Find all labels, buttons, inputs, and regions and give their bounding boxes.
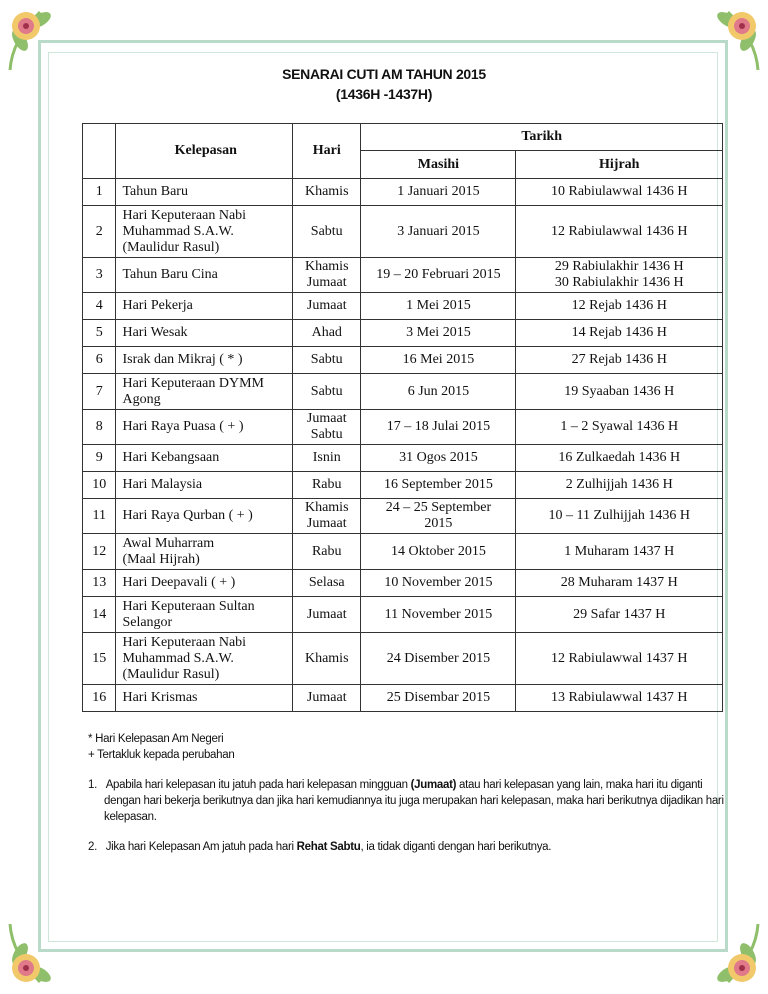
cell-kelepasan-line: Agong [122,391,161,407]
note-2: 2. Jika hari Kelepasan Am jatuh pada hari Rehat Sabtu, ia tidak diganti dengan hari berikutnya. [88,841,552,853]
table-row [83,534,723,570]
table-row [83,206,723,258]
cell-kelepasan-line: Selangor [122,614,173,630]
cell-no: 11 [83,499,116,534]
cell-no: 10 [83,472,116,499]
cell-hari [293,472,361,499]
cell-hari [293,499,361,534]
cell-hijrah-line: 10 Rabiulawwal 1436 H [551,184,688,199]
cell-kelepasan-line: Hari Kebangsaan [122,450,220,465]
header-no [83,124,116,179]
cell-hijrah-line: 12 Rabiulawwal 1436 H [551,223,688,239]
cell-masihi-line: 3 Mei 2015 [406,325,471,340]
cell-masihi [361,179,516,206]
cell-kelepasan-line: Muhammad S.A.W. [122,223,234,239]
cell-hari [293,320,361,347]
cell-kelepasan [116,472,293,499]
cell-hari-line: Isnin [312,450,341,465]
cell-kelepasan [116,320,293,347]
cell-hari-line: Jumaat [306,411,347,426]
cell-kelepasan [116,410,293,445]
cell-masihi-line: 6 Jun 2015 [407,383,470,399]
cell-hijrah [516,445,723,472]
cell-kelepasan [116,570,293,597]
cell-hijrah [516,472,723,499]
cell-hari-line: Khamis [304,259,349,274]
cell-no: 1 [83,179,116,206]
cell-kelepasan-line: Muhammad S.A.W. [122,650,234,666]
cell-hari [293,374,361,410]
cell-hijrah [516,633,723,685]
cell-masihi-line: 17 – 18 Julai 2015 [386,419,491,434]
cell-kelepasan-line: Hari Pekerja [122,298,193,313]
cell-hari [293,347,361,374]
cell-hijrah [516,347,723,374]
cell-no: 12 [83,534,116,570]
header-hijrah: Hijrah [516,151,723,179]
cell-hijrah [516,597,723,633]
cell-hari-line: Jumaat [306,516,347,531]
cell-no: 14 [83,597,116,633]
cell-no: 5 [83,320,116,347]
cell-hari-line: Sabtu [310,223,343,239]
cell-kelepasan [116,347,293,374]
cell-hijrah-line: 1 Muharam 1437 H [564,543,675,559]
cell-hari-line: Khamis [304,184,349,199]
table-row [83,347,723,374]
cell-kelepasan [116,534,293,570]
cell-kelepasan [116,445,293,472]
cell-hijrah-line: 12 Rejab 1436 H [571,298,667,313]
cell-masihi [361,347,516,374]
cell-masihi [361,499,516,534]
cell-kelepasan-line: Israk dan Mikraj ( * ) [122,352,243,367]
cell-hijrah-line: 2 Zulhijjah 1436 H [565,477,673,492]
cell-hijrah [516,499,723,534]
header-hari: Hari [293,124,361,179]
cell-masihi [361,472,516,499]
cell-masihi [361,206,516,258]
table-row [83,499,723,534]
cell-hijrah-line: 1 – 2 Syawal 1436 H [560,419,679,434]
cell-no: 7 [83,374,116,410]
cell-hari [293,633,361,685]
cell-hari [293,570,361,597]
cell-no: 4 [83,293,116,320]
table-row [83,293,723,320]
cell-kelepasan-line: Awal Muharram [122,535,215,551]
cell-kelepasan [116,258,293,293]
cell-hijrah-line: 29 Safar 1437 H [573,606,666,622]
cell-hijrah-line: 28 Muharam 1437 H [560,575,678,590]
table-row [83,472,723,499]
cell-no: 3 [83,258,116,293]
cell-kelepasan [116,685,293,712]
note-star: * Hari Kelepasan Am Negeri [88,733,224,745]
cell-hijrah-line: 19 Syaaban 1436 H [564,383,675,399]
table-row [83,633,723,685]
cell-hari [293,597,361,633]
cell-masihi-line: 10 November 2015 [384,575,493,590]
floral-corner-icon [688,914,768,994]
cell-kelepasan [116,206,293,258]
cell-hijrah [516,534,723,570]
cell-hari-line: Rabu [311,477,342,492]
cell-hijrah-line: 12 Rabiulawwal 1437 H [551,650,688,666]
header-kelepasan: Kelepasan [116,124,293,179]
cell-no: 13 [83,570,116,597]
cell-hijrah-line: 14 Rejab 1436 H [571,325,667,340]
cell-kelepasan-line: Hari Keputeraan Nabi [122,207,247,223]
cell-masihi-line: 2015 [424,516,453,531]
cell-hijrah [516,179,723,206]
cell-hijrah-line: 29 Rabiulakhir 1436 H [554,259,684,274]
cell-hari [293,445,361,472]
notes-section [88,731,728,855]
cell-kelepasan [116,179,293,206]
cell-kelepasan [116,499,293,534]
cell-hijrah-line: 27 Rejab 1436 H [571,352,667,367]
floral-corner-icon [0,914,80,994]
cell-hari-line: Selasa [308,575,345,590]
cell-hijrah [516,206,723,258]
cell-hijrah [516,374,723,410]
cell-hijrah-line: 30 Rabiulakhir 1436 H [554,275,684,290]
cell-kelepasan [116,633,293,685]
cell-hari [293,410,361,445]
cell-kelepasan-line: (Maal Hijrah) [122,551,200,567]
cell-masihi-line: 16 Mei 2015 [402,352,475,367]
cell-masihi [361,320,516,347]
cell-masihi-line: 1 Mei 2015 [406,298,471,313]
cell-masihi [361,374,516,410]
cell-hari-line: Sabtu [310,427,343,442]
cell-kelepasan-line: Hari Deepavali ( + ) [122,575,236,590]
table-row [83,374,723,410]
cell-masihi-line: 31 Ogos 2015 [399,450,478,465]
cell-hari [293,206,361,258]
cell-masihi [361,410,516,445]
cell-hari-line: Rabu [311,543,342,559]
cell-kelepasan-line: Tahun Baru [122,184,188,199]
cell-masihi [361,445,516,472]
cell-kelepasan-line: Hari Raya Puasa ( + ) [122,419,244,434]
cell-kelepasan-line: (Maulidur Rasul) [122,239,220,255]
cell-hari-line: Sabtu [310,383,343,399]
cell-hari [293,179,361,206]
cell-masihi [361,633,516,685]
cell-kelepasan [116,293,293,320]
holiday-table [82,123,723,712]
cell-masihi-line: 24 – 25 September [385,500,492,515]
cell-masihi-line: 11 November 2015 [384,606,493,622]
cell-hijrah-line: 10 – 11 Zulhijjah 1436 H [548,508,690,523]
cell-kelepasan [116,597,293,633]
cell-hari [293,293,361,320]
cell-kelepasan-line: Hari Keputeraan Sultan [122,598,255,614]
cell-kelepasan [116,374,293,410]
cell-hari-line: Sabtu [310,352,343,367]
page-subtitle: (1436H -1437H) [335,86,433,102]
cell-no: 16 [83,685,116,712]
cell-hijrah-line: 16 Zulkaedah 1436 H [558,450,681,465]
cell-kelepasan-line: Hari Raya Qurban ( + ) [122,508,253,523]
cell-masihi [361,534,516,570]
table-row [83,410,723,445]
table-row [83,570,723,597]
cell-hari-line: Jumaat [306,298,347,313]
cell-masihi [361,293,516,320]
table-row [83,179,723,206]
cell-hijrah-line: 13 Rabiulawwal 1437 H [551,690,688,705]
cell-kelepasan-line: Hari Keputeraan Nabi [122,634,247,650]
table-row [83,320,723,347]
cell-hijrah [516,685,723,712]
cell-hijrah [516,410,723,445]
cell-hari-line: Khamis [304,500,349,515]
cell-no: 8 [83,410,116,445]
table-row [83,445,723,472]
cell-masihi [361,685,516,712]
cell-no: 9 [83,445,116,472]
cell-hari [293,534,361,570]
cell-kelepasan-line: Hari Wesak [122,325,188,340]
cell-hijrah [516,570,723,597]
cell-kelepasan-line: Hari Malaysia [122,477,203,492]
cell-hijrah [516,293,723,320]
cell-hari-line: Ahad [311,325,342,340]
cell-masihi-line: 25 Disembar 2015 [386,690,491,705]
cell-no: 6 [83,347,116,374]
cell-hari-line: Khamis [304,650,349,666]
cell-kelepasan-line: (Maulidur Rasul) [122,666,220,682]
cell-no: 2 [83,206,116,258]
note-plus: + Tertakluk kepada perubahan [88,749,235,761]
cell-kelepasan-line: Hari Keputeraan DYMM [122,375,264,391]
cell-masihi [361,570,516,597]
cell-hijrah [516,258,723,293]
cell-hari-line: Jumaat [306,275,347,290]
cell-no: 15 [83,633,116,685]
cell-masihi-line: 16 September 2015 [383,477,493,492]
cell-masihi-line: 14 Oktober 2015 [390,543,486,559]
cell-hari-line: Jumaat [306,690,347,705]
header-tarikh: Tarikh [361,124,723,151]
table-row [83,685,723,712]
cell-masihi [361,258,516,293]
header-masihi: Masihi [361,151,516,179]
cell-masihi-line: 24 Disember 2015 [386,650,491,666]
table-row [83,258,723,293]
cell-hari [293,685,361,712]
cell-hari [293,258,361,293]
holiday-rows [83,179,723,712]
cell-masihi-line: 3 Januari 2015 [397,223,480,239]
note-1: 1. Apabila hari kelepasan itu jatuh pada hari kelepasan mingguan (Jumaat) atau hari kelepasan yang lain, maka hari itu diganti dengan hari bekerja berikutnya dan jika hari kemudiannya itu juga merupakan hari kelepasan, maka hari berikutnya dijadikan hari kelepasan. [88,779,724,823]
cell-kelepasan-line: Tahun Baru Cina [122,267,218,282]
cell-kelepasan-line: Hari Krismas [122,690,198,705]
cell-masihi [361,597,516,633]
table-row [83,597,723,633]
cell-hari-line: Jumaat [306,606,347,622]
page-title: SENARAI CUTI AM TAHUN 2015 [282,66,486,82]
cell-masihi-line: 19 – 20 Februari 2015 [376,267,501,282]
cell-hijrah [516,320,723,347]
cell-masihi-line: 1 Januari 2015 [397,184,480,199]
